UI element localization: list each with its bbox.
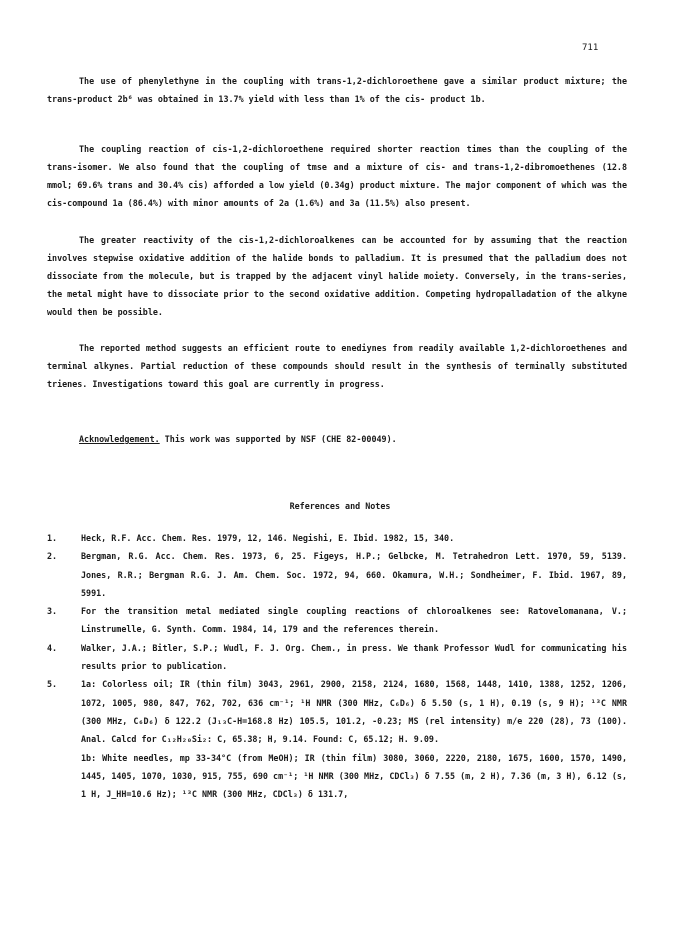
paragraph-2: The coupling reaction of cis-1,2-dichloroethene required shorter reaction times than the coupling of the trans-isomer. We also found that the coupling of tmse and a mixture of cis- and trans-1,2-dibromoethenes (12.8 mmol; 69.6% trans and 30.4% cis) afforded a low yield (0.34g) product mixture. The major component of which was the cis-compound 1a (86.4%) with minor amounts of 2a (1.6%) and 3a (11.5%) also present. <box>47 144 627 208</box>
reference-text: 1b: White needles, mp 33-34°C (from MeOH); IR (thin film) 3080, 3060, 2220, 2180, 1675, 1600, 1570, 1490, 1445, 1405, 1070, 1030, 915, 755, 690 cm⁻¹; ¹H NMR (300 MHz, CDCl₃) δ 7.55 (m, 2 H), 7.36 (m, 3 H), 6.12 (s, 1 H, J_HH=10.6 Hz); ¹³C NMR (300 MHz, CDCl₃) δ 131.7, <box>81 752 627 800</box>
paragraph-4: The reported method suggests an efficient route to enediynes from readily available 1,2-dichloroethenes and terminal alkynes. Partial reduction of these compounds should result in the synthesis of terminally substituted trienes. Investigations toward this goal are currently in progress. <box>47 343 627 389</box>
reference-text: 1a: Colorless oil; IR (thin film) 3043, 2961, 2900, 2158, 2124, 1680, 1568, 1448, 1410, 1388, 1252, 1206, 1072, 1005, 980, 847, 762, 702, 636 cm⁻¹; ¹H NMR (300 MHz, C₆D₆) δ 5.50 (s, 1 H), 0.19 (s, 9 H); ¹³C NMR (300 MHz, C₆D₆) δ 122.2 (J₁₃C-H=168.8 Hz) 105.5, 101.2, -0.23; MS (rel intensity) m/e 220 (28), 73 (100). Anal. Calcd for C₁₂H₂₀Si₂: C, 65.38; H, 9.14. Found: C, 65.12; H. 9.09. <box>81 679 627 745</box>
references-heading: References and Notes <box>289 501 391 511</box>
reference-text: Bergman, R.G. Acc. Chem. Res. 1973, 6, 25. Figeys, H.P.; Gelbcke, M. Tetrahedron Lett. 1970, 59, 5139. Jones, R.R.; Bergman R.G. J. Am. Chem. Soc. 1972, 94, 660. Okamura, W.H.; Sondheimer, F. Ibid. 1967, 89, 5991. <box>81 551 627 598</box>
reference-item <box>47 529 627 547</box>
reference-number: 2. <box>47 551 58 562</box>
paragraph-1: The use of phenylethyne in the coupling with trans-1,2-dichloroethene gave a similar product mixture; the trans-product 2b⁶ was obtained in 13.7% yield with less than 1% of the cis- product 1b. <box>47 76 627 104</box>
reference-item <box>47 602 627 639</box>
references-list <box>47 529 627 803</box>
reference-number: 3. <box>47 606 58 617</box>
acknowledgement-text: This work was supported by NSF (CHE 82-00049). <box>164 434 397 444</box>
paragraph-3: The greater reactivity of the cis-1,2-dichloroalkenes can be accounted for by assuming that the reaction involves stepwise oxidative addition of the halide bonds to palladium. It is presumed that the palladium does not dissociate from the molecule, but is trapped by the adjacent vinyl halide moiety. Conversely, in the trans-series, the metal might have to dissociate prior to the second oxidative addition. Competing hydropalladation of the alkyne would then be possible. <box>47 235 627 317</box>
reference-item <box>47 675 627 748</box>
acknowledgement-label: Acknowledgement. <box>79 434 160 444</box>
reference-item <box>47 639 627 676</box>
reference-number: 4. <box>47 642 58 653</box>
reference-number: 1. <box>47 533 58 543</box>
reference-number: 5. <box>47 679 58 690</box>
acknowledgement <box>47 430 627 448</box>
reference-item <box>47 547 627 602</box>
reference-text: Heck, R.F. Acc. Chem. Res. 1979, 12, 146. Negishi, E. Ibid. 1982, 15, 340. <box>81 533 455 543</box>
reference-text: Walker, J.A.; Bitler, S.P.; Wudl, F. J. Org. Chem., in press. We thank Professor Wudl for communicating his results prior to publication. <box>81 642 627 672</box>
reference-number <box>47 749 81 804</box>
page-number: 711 <box>582 43 599 53</box>
reference-item <box>47 749 627 804</box>
reference-text: For the transition metal mediated single coupling reactions of chloroalkenes see: Ratovelomanana, V.; Linstrumelle, G. Synth. Comm. 1984, 14, 179 and the references therein. <box>81 606 627 635</box>
